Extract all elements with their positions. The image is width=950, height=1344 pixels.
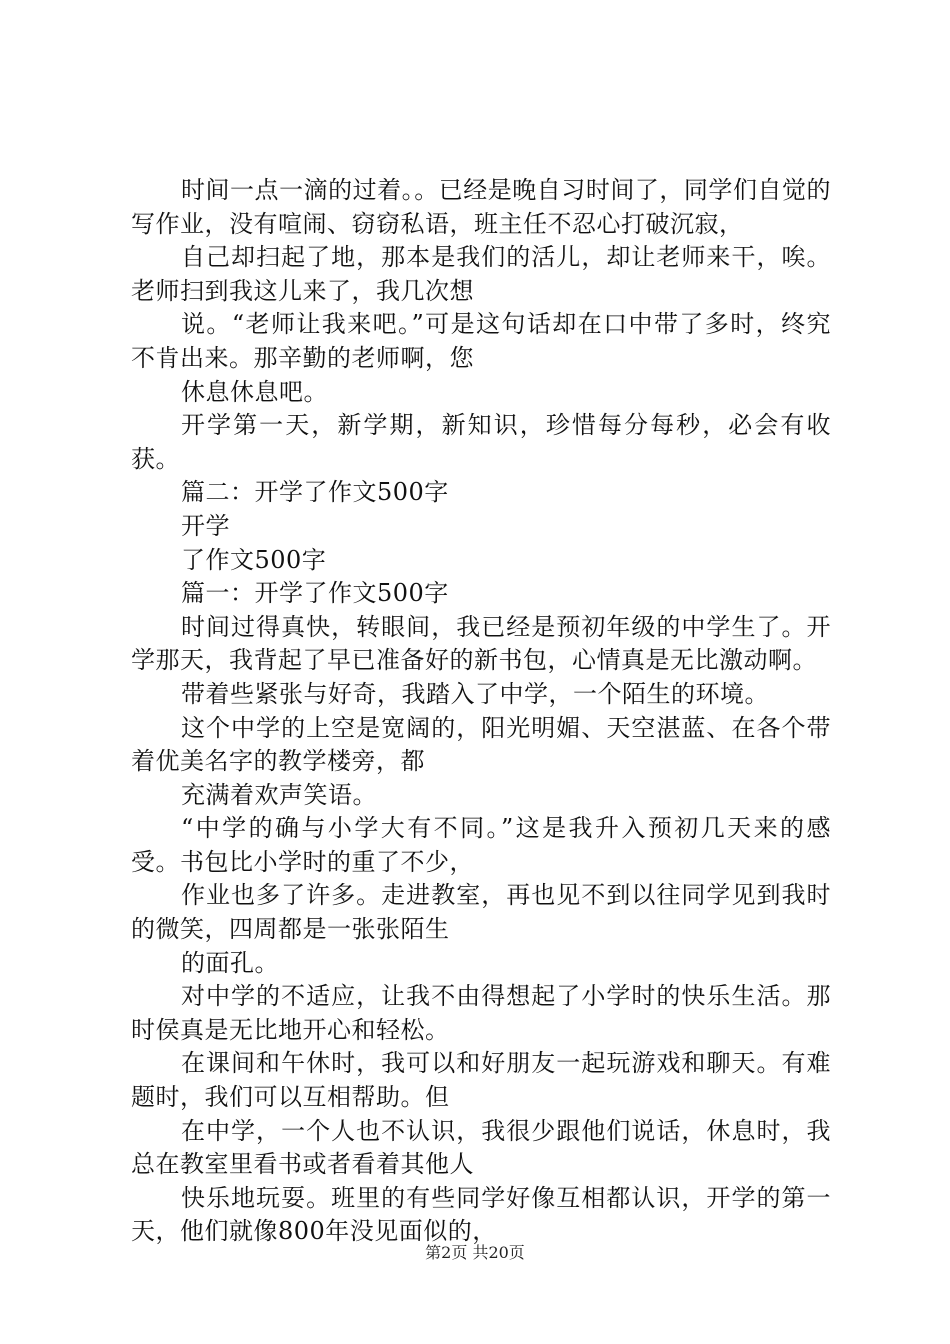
paragraph: 在课间和午休时，我可以和好朋友一起玩游戏和聊天。有难题时，我们可以互相帮助。但 [131,1049,831,1112]
body-text [131,174,831,1249]
paragraph: 带着些紧张与好奇，我踏入了中学，一个陌生的环境。 [181,679,769,708]
paragraph: 自己却扫起了地，那本是我们的活儿，却让老师来干，唉。老师扫到我这儿来了，我几次想 [131,243,831,305]
title-fragment: 了作文500字 [181,545,327,574]
paragraph: 说。“老师让我来吧。”可是这句话却在口中带了多时，终究不肯出来。那辛勤的老师啊，您 [131,310,831,372]
paragraph: 充满着欢声笑语。 [181,780,377,809]
paragraph: 作业也多了许多。走进教室，再也见不到以往同学见到我时的微笑，四周都是一张张陌生 [131,881,831,944]
paragraph: 这个中学的上空是宽阔的，阳光明媚、天空湛蓝、在各个带着优美名字的教学楼旁，都 [131,713,831,776]
section-heading: 篇一：开学了作文500字 [181,579,449,608]
paragraph: 在中学，一个人也不认识，我很少跟他们说话，休息时，我总在教室里看书或者看着其他人 [131,1116,831,1179]
page-footer: 第2页 共20页 [425,1243,525,1262]
paragraph: 的面孔。 [181,948,279,977]
paragraph: 休息休息吧。 [181,377,328,406]
paragraph: 开学第一天，新学期，新知识，珍惜每分每秒，必会有收获。 [131,411,831,473]
paragraph: 对中学的不适应，让我不由得想起了小学时的快乐生活。那时侯真是无比地开心和轻松。 [131,982,831,1044]
paragraph: 快乐地玩耍。班里的有些同学好像互相都认识，开学的第一天，他们就像800年没见面似的， [131,1183,831,1246]
paragraph: 时间过得真快，转眼间，我已经是预初年级的中学生了。开学那天，我背起了早已准备好的新书包，心情真是无比激动啊。 [131,612,831,675]
paragraph: “中学的确与小学大有不同。”这是我升入预初几天来的感受。书包比小学时的重了不少， [131,814,831,876]
paragraph: 时间一点一滴的过着。。已经是晚自习时间了，同学们自觉的写作业，没有喧闹、窃窃私语，班主任不忍心打破沉寂， [131,176,831,238]
title-fragment: 开学 [181,511,230,540]
section-heading: 篇二：开学了作文500字 [181,478,449,507]
